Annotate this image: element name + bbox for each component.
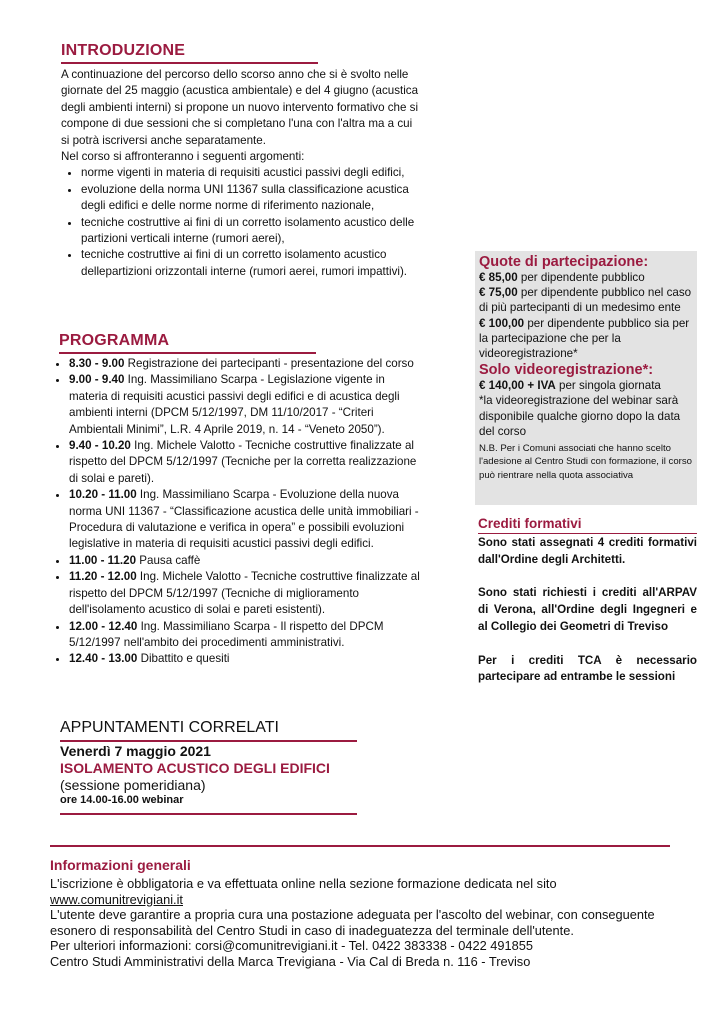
- programma-body: [55, 356, 425, 668]
- quote-box: [475, 251, 697, 505]
- program-text: Ing. Michele Valotto - Tecniche costruttive finalizzate al rispetto del DPCM 5/12/1997 (Tecniche per la corretta realizzazione di solai e pareti).: [69, 439, 417, 485]
- quote-title: Quote di partecipazione:: [479, 254, 649, 270]
- video-title: Solo videoregistrazione*:: [479, 362, 654, 379]
- crediti-rule: [478, 533, 697, 534]
- appuntamenti-rule: [60, 740, 357, 742]
- program-time: 11.20 - 12.00: [69, 570, 137, 584]
- program-text: Dibattito e quesiti: [137, 652, 230, 666]
- list-item: [69, 356, 425, 372]
- program-time: 8.30 - 9.00: [69, 357, 125, 370]
- program-time: 9.40 - 10.20: [69, 439, 131, 453]
- list-item: [69, 487, 425, 553]
- info-line4: Centro Studi Amministrativi della Marca Trevigiana - Via Cal di Breda n. 116 - Treviso: [50, 953, 531, 969]
- quote-item: [479, 270, 693, 285]
- program-time: 10.20 - 11.00: [69, 488, 137, 502]
- appuntamenti-body: [60, 743, 380, 807]
- info-body: [50, 876, 690, 970]
- list-item: • tecniche costruttive ai fini di un corretto isolamento acustico delle partizioni verticali interne (rumori aerei),: [81, 215, 423, 248]
- appuntamento-date: Venerdì 7 maggio 2021: [60, 743, 211, 759]
- appuntamenti-bottom-rule: [60, 813, 357, 815]
- list-item: [69, 553, 425, 569]
- program-time: 12.00 - 12.40: [69, 619, 138, 633]
- info-line3: Per ulteriori informazioni: corsi@comunitrevigiani.it - Tel. 0422 383338 - 0422 491855: [50, 938, 533, 954]
- appuntamenti-title: APPUNTAMENTI CORRELATI: [60, 719, 279, 736]
- list-item: • tecniche costruttive ai fini di un corretto isolamento acustico dellepartizioni orizzontali interne (rumori aerei, rumori impattivi).: [81, 247, 423, 280]
- quote-item: [479, 316, 693, 362]
- program-time: 12.40 - 13.00: [69, 652, 138, 666]
- quote-price: € 100,00: [479, 316, 525, 330]
- info-line2: L'utente deve garantire a propria cura una postazione adeguata per l'ascolto del webinar, con conseguente esonero di responsabilità del Centro Studi in caso di inadeguatezza del terminale dell'utente.: [50, 907, 655, 938]
- intro-title: INTRODUZIONE: [61, 42, 186, 59]
- video-item: [479, 378, 693, 393]
- website-link[interactable]: www.comunitrevigiani.it: [50, 891, 183, 907]
- program-text: Registrazione dei partecipanti - presentazione del corso: [124, 357, 414, 370]
- quote-text: per dipendente pubblico nel caso di più partecipanti di un medesimo ente: [479, 286, 692, 315]
- program-text: Ing. Michele Valotto - Tecniche costruttive finalizzate al rispetto del DPCM 5/12/1997 (Tecniche di miglioramento dell'isolamento acustico di solai e pareti esistenti).: [69, 570, 420, 617]
- programma-title: PROGRAMMA: [59, 332, 170, 349]
- list-item: [69, 372, 425, 438]
- quote-item: [479, 285, 693, 315]
- crediti-title: Crediti formativi: [478, 516, 582, 531]
- list-item: [69, 651, 425, 667]
- list-item: [69, 619, 425, 652]
- list-item: [69, 569, 425, 618]
- crediti-p2: Sono stati richiesti i crediti all'ARPAV di Verona, all'Ordine degli Ingegneri e al Collegio dei Geometri di Treviso: [478, 586, 697, 633]
- program-time: 11.00 - 11.20: [69, 553, 137, 567]
- quote-text: per dipendente pubblico sia per la partecipazione che per la videoregistrazione*: [479, 316, 690, 361]
- nb-note: N.B. Per i Comuni associati che hanno scelto l'adesione al Centro Studi con formazione, il corso può rientrare nella quota associativa: [479, 443, 693, 481]
- crediti-p3: Per i crediti TCA è necessario partecipare ad entrambe le sessioni: [478, 653, 697, 684]
- video-text: per singola giornata: [555, 379, 661, 393]
- video-price: € 140,00 + IVA: [479, 379, 556, 393]
- programma-rule: [59, 352, 316, 354]
- quote-price: € 85,00: [479, 271, 518, 284]
- info-title: Informazioni generali: [50, 857, 191, 873]
- crediti-p1: Sono stati assegnati 4 crediti formativi dall'Ordine degli Architetti.: [478, 536, 697, 566]
- intro-paragraph: A continuazione del percorso dello scorso anno che si è svolto nelle giornate del 25 maggio (acustica ambientale) e del 4 giugno (acustica degli ambienti interni) si propone un nuovo intervento formativo che si compone di due sessioni che si completano l'una con l'altra ma a cui si potrà iscriversi anche separatamente.: [61, 68, 419, 147]
- list-item: • evoluzione della norma UNI 11367 sulla classificazione acustica degli edifici e delle norme norme di riferimento nazionale,: [81, 182, 423, 215]
- program-time: 9.00 - 9.40: [69, 373, 125, 387]
- program-text: Ing. Massimiliano Scarpa - Legislazione vigente in materia di requisiti acustici passivi degli edifici e di acustica degli ambienti interni (DPCM 5/12/1997, DM 11/10/2017 - “Criteri Ambientali Minimi”, L.R. 4 Aprile 2019, n. 14 - “Veneto 2050”).: [69, 373, 400, 436]
- intro-body: [61, 67, 423, 280]
- appuntamento-event: ISOLAMENTO ACUSTICO DEGLI EDIFICI: [60, 760, 330, 776]
- quote-text: per dipendente pubblico: [517, 271, 645, 284]
- program-text: Ing. Massimiliano Scarpa - Il rispetto del DPCM 5/12/1997 nell'ambito dei procedimenti amministrativi.: [69, 619, 384, 649]
- list-item: [69, 438, 425, 487]
- info-line1: L'iscrizione è obbligatoria e va effettuata online nella sezione formazione dedicata nel sito: [50, 876, 557, 891]
- video-note: *la videoregistrazione del webinar sarà disponibile qualche giorno dopo la data del corso: [479, 394, 681, 438]
- appuntamento-session: (sessione pomeridiana): [60, 777, 206, 793]
- list-item: • norme vigenti in materia di requisiti acustici passivi degli edifici,: [81, 165, 423, 181]
- program-text: Pausa caffè: [136, 553, 201, 567]
- crediti-body: [478, 535, 697, 686]
- section-divider: [50, 845, 670, 847]
- programma-list: [55, 356, 425, 668]
- intro-topic-list: [61, 165, 423, 280]
- program-text: Ing. Massimiliano Scarpa - Evoluzione della nuova norma UNI 11367 - “Classificazione acustica delle unità immobiliari - Procedura di valutazione e verifica in opera” e possibili evoluzioni legislative in materia di requisiti acustici passivi degli edifici.: [69, 488, 419, 551]
- appuntamento-hours: ore 14.00-16.00 webinar: [60, 794, 184, 806]
- quote-price: € 75,00: [479, 286, 518, 300]
- intro-lead: Nel corso si affronteranno i seguenti argomenti:: [61, 150, 305, 164]
- intro-rule: [61, 62, 318, 64]
